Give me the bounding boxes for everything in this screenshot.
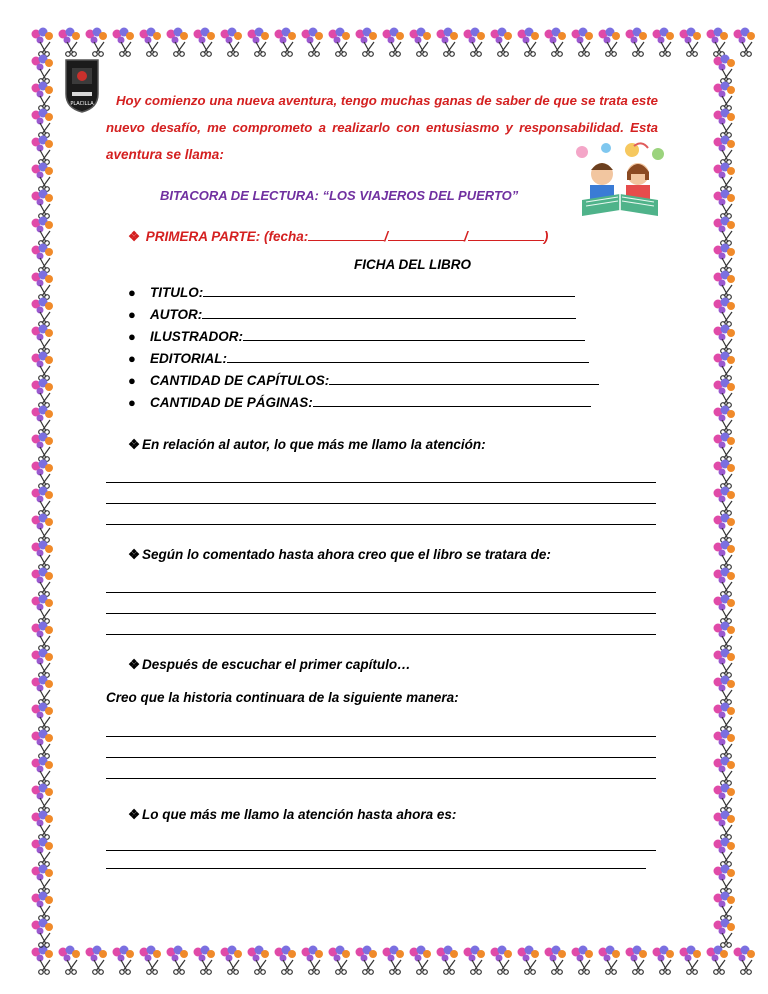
answer-line[interactable] (106, 613, 656, 614)
balloons-scissors-icon (599, 946, 621, 975)
balloons-scissors-icon (32, 109, 54, 138)
answer-line[interactable] (106, 736, 656, 737)
balloons-scissors-icon (356, 946, 378, 975)
balloons-scissors-icon (714, 325, 736, 354)
balloons-scissors-icon (714, 82, 736, 111)
question-3-text: Después de escuchar el primer capítulo… (142, 657, 411, 672)
question-3 (128, 657, 678, 673)
balloons-scissors-icon (32, 460, 54, 489)
balloons-scissors-icon (437, 28, 459, 57)
balloons-scissors-icon (32, 433, 54, 462)
balloons-scissors-icon (32, 136, 54, 165)
balloons-scissors-icon (194, 946, 216, 975)
balloons-scissors-icon (714, 406, 736, 435)
balloons-scissors-icon (653, 28, 675, 57)
balloons-scissors-icon (714, 298, 736, 327)
answer-line[interactable] (106, 592, 656, 593)
balloons-scissors-icon (714, 568, 736, 597)
balloons-scissors-icon (86, 28, 108, 57)
balloons-scissors-icon (714, 109, 736, 138)
balloons-scissors-icon (32, 82, 54, 111)
date-sep-1: / (384, 229, 389, 244)
question-4-text: Lo que más me llamo la atención hasta ahora es: (142, 807, 457, 822)
balloons-scissors-icon (545, 946, 567, 975)
field-titulo (150, 284, 575, 300)
balloons-scissors-icon (714, 676, 736, 705)
balloons-scissors-icon (714, 460, 736, 489)
balloons-scissors-icon (248, 946, 270, 975)
balloons-scissors-icon (167, 28, 189, 57)
balloons-scissors-icon (464, 946, 486, 975)
diamond-bullet-icon: ❖ (128, 229, 141, 244)
balloons-scissors-icon (32, 838, 54, 867)
balloons-scissors-icon (437, 946, 459, 975)
balloons-scissors-icon (59, 28, 81, 57)
ficha-heading: FICHA DEL LIBRO (354, 257, 471, 272)
balloons-scissors-icon (32, 190, 54, 219)
balloons-scissors-icon (302, 28, 324, 57)
field-capitulos-blank[interactable] (329, 372, 599, 385)
balloons-scissors-icon (194, 28, 216, 57)
date-month-blank[interactable] (388, 228, 464, 241)
bullet-icon: ● (128, 307, 136, 322)
intro-line-3: aventura se llama: (106, 147, 224, 162)
balloons-scissors-icon (113, 28, 135, 57)
part1-label: PRIMERA PARTE: (fecha: (145, 229, 309, 244)
field-titulo-label: TITULO: (150, 285, 204, 300)
field-autor-blank[interactable] (202, 306, 576, 319)
balloons-scissors-icon (140, 946, 162, 975)
balloons-scissors-icon (714, 595, 736, 624)
balloons-scissors-icon (599, 28, 621, 57)
question-2 (128, 547, 678, 563)
answer-line[interactable] (106, 868, 646, 869)
balloons-scissors-icon (491, 946, 513, 975)
intro-line-1: Hoy comienzo una nueva aventura, tengo muchas ganas de saber de que se trata este (116, 93, 658, 108)
question-1-text: En relación al autor, lo que más me llamo la atención: (142, 437, 486, 452)
bullet-icon: ● (128, 373, 136, 388)
question-4 (128, 807, 678, 823)
balloons-scissors-icon (714, 514, 736, 543)
balloons-scissors-icon (32, 757, 54, 786)
balloons-scissors-icon (734, 28, 756, 57)
balloons-scissors-icon (464, 28, 486, 57)
field-editorial (150, 350, 589, 366)
balloons-scissors-icon (167, 946, 189, 975)
balloons-scissors-icon (707, 28, 729, 57)
balloons-scissors-icon (383, 946, 405, 975)
balloons-scissors-icon (32, 217, 54, 246)
balloons-scissors-icon (32, 892, 54, 921)
balloons-scissors-icon (32, 676, 54, 705)
balloons-scissors-icon (714, 379, 736, 408)
balloons-scissors-icon (714, 541, 736, 570)
children-reading-book-icon (562, 140, 678, 220)
intro-line-2: nuevo desafío, me comprometo a realizarlo con entusiasmo y responsabilidad. Esta (106, 120, 658, 135)
balloons-scissors-icon (32, 541, 54, 570)
balloons-scissors-icon (32, 163, 54, 192)
balloons-scissors-icon (714, 487, 736, 516)
balloons-scissors-icon (653, 946, 675, 975)
balloons-scissors-icon (248, 28, 270, 57)
field-titulo-blank[interactable] (203, 284, 575, 297)
field-autor-label: AUTOR: (150, 307, 203, 322)
balloons-scissors-icon (714, 730, 736, 759)
balloons-scissors-icon (221, 28, 243, 57)
balloons-scissors-icon (491, 28, 513, 57)
balloons-scissors-icon (32, 811, 54, 840)
balloons-scissors-icon (329, 28, 351, 57)
balloons-scissors-icon (32, 514, 54, 543)
balloons-scissors-icon (32, 649, 54, 678)
balloons-scissors-icon (32, 379, 54, 408)
balloons-scissors-icon (32, 406, 54, 435)
balloons-scissors-icon (714, 352, 736, 381)
balloons-scissors-icon (32, 595, 54, 624)
balloons-scissors-icon (714, 433, 736, 462)
bullet-icon: ● (128, 395, 136, 410)
balloons-scissors-icon (221, 946, 243, 975)
bullet-icon: ● (128, 329, 136, 344)
page-title: BITACORA DE LECTURA: “LOS VIAJEROS DEL PUERTO” (160, 188, 519, 203)
date-day-blank[interactable] (308, 228, 384, 241)
part1-close: ) (543, 229, 549, 244)
balloons-scissors-icon (32, 55, 54, 84)
balloons-scissors-icon (714, 271, 736, 300)
balloons-scissors-icon (275, 946, 297, 975)
balloons-scissors-icon (714, 136, 736, 165)
balloons-scissors-icon (140, 28, 162, 57)
balloons-scissors-icon (714, 784, 736, 813)
balloons-scissors-icon (32, 919, 54, 948)
balloons-scissors-icon (32, 865, 54, 894)
balloons-scissors-icon (113, 946, 135, 975)
balloons-scissors-icon (714, 622, 736, 651)
answer-line[interactable] (106, 482, 656, 483)
diamond-bullet-icon: ❖ (128, 807, 141, 822)
bullet-icon: ● (128, 351, 136, 366)
balloons-scissors-icon (714, 190, 736, 219)
balloons-scissors-icon (356, 28, 378, 57)
balloons-scissors-icon (714, 865, 736, 894)
balloons-scissors-icon (714, 757, 736, 786)
field-ilustrador-label: ILUSTRADOR: (150, 329, 243, 344)
answer-line[interactable] (106, 634, 656, 635)
answer-line[interactable] (106, 778, 656, 779)
field-ilustrador (150, 328, 585, 344)
balloons-scissors-icon (32, 325, 54, 354)
balloons-scissors-icon (714, 838, 736, 867)
balloons-scissors-icon (680, 946, 702, 975)
question-3-follow: Creo que la historia continuara de la siguiente manera: (106, 690, 459, 705)
field-paginas-blank[interactable] (313, 394, 591, 407)
balloons-scissors-icon (329, 946, 351, 975)
balloons-scissors-icon (714, 55, 736, 84)
balloons-scissors-icon (410, 28, 432, 57)
balloons-scissors-icon (714, 217, 736, 246)
diamond-bullet-icon: ❖ (128, 547, 141, 562)
question-2-text: Según lo comentado hasta ahora creo que el libro se tratara de: (142, 547, 551, 562)
field-paginas-label: CANTIDAD DE PÁGINAS: (150, 395, 313, 410)
balloons-scissors-icon (32, 298, 54, 327)
balloons-scissors-icon (572, 28, 594, 57)
answer-line[interactable] (106, 503, 656, 504)
field-editorial-label: EDITORIAL: (150, 351, 227, 366)
balloons-scissors-icon (32, 352, 54, 381)
balloons-scissors-icon (32, 271, 54, 300)
balloons-scissors-icon (518, 28, 540, 57)
balloons-scissors-icon (714, 703, 736, 732)
balloons-scissors-icon (32, 568, 54, 597)
balloons-scissors-icon (714, 919, 736, 948)
answer-line[interactable] (106, 524, 656, 525)
field-capitulos (150, 372, 599, 388)
balloons-scissors-icon (626, 28, 648, 57)
balloons-scissors-icon (714, 649, 736, 678)
field-paginas (150, 394, 591, 410)
field-capitulos-label: CANTIDAD DE CAPÍTULOS: (150, 373, 330, 388)
balloons-scissors-icon (32, 28, 54, 57)
diamond-bullet-icon: ❖ (128, 657, 141, 672)
balloons-scissors-icon (714, 163, 736, 192)
balloons-scissors-icon (86, 946, 108, 975)
balloons-scissors-icon (572, 946, 594, 975)
balloons-scissors-icon (626, 946, 648, 975)
question-1 (128, 437, 678, 453)
balloons-scissors-icon (410, 946, 432, 975)
balloons-scissors-icon (32, 784, 54, 813)
balloons-scissors-icon (32, 487, 54, 516)
answer-line[interactable] (106, 757, 656, 758)
balloons-scissors-icon (302, 946, 324, 975)
balloons-scissors-icon (734, 946, 756, 975)
balloons-scissors-icon (714, 892, 736, 921)
balloons-scissors-icon (59, 946, 81, 975)
diamond-bullet-icon: ❖ (128, 437, 141, 452)
part1-heading (128, 228, 678, 245)
balloons-scissors-icon (275, 28, 297, 57)
field-autor (150, 306, 576, 322)
answer-line[interactable] (106, 850, 656, 851)
school-shield-icon (64, 58, 100, 114)
logo-motto: PLACILLA (70, 101, 94, 107)
balloons-scissors-icon (545, 28, 567, 57)
field-ilustrador-blank[interactable] (243, 328, 585, 341)
balloons-scissors-icon (518, 946, 540, 975)
date-sep-2: / (464, 229, 468, 244)
balloons-scissors-icon (680, 28, 702, 57)
balloons-scissors-icon (32, 622, 54, 651)
balloons-scissors-icon (714, 811, 736, 840)
balloons-scissors-icon (32, 946, 54, 975)
balloons-scissors-icon (383, 28, 405, 57)
bullet-icon: ● (128, 285, 136, 300)
date-year-blank[interactable] (468, 228, 544, 241)
balloons-scissors-icon (32, 244, 54, 273)
balloons-scissors-icon (707, 946, 729, 975)
balloons-scissors-icon (32, 730, 54, 759)
field-editorial-blank[interactable] (227, 350, 589, 363)
balloons-scissors-icon (32, 703, 54, 732)
